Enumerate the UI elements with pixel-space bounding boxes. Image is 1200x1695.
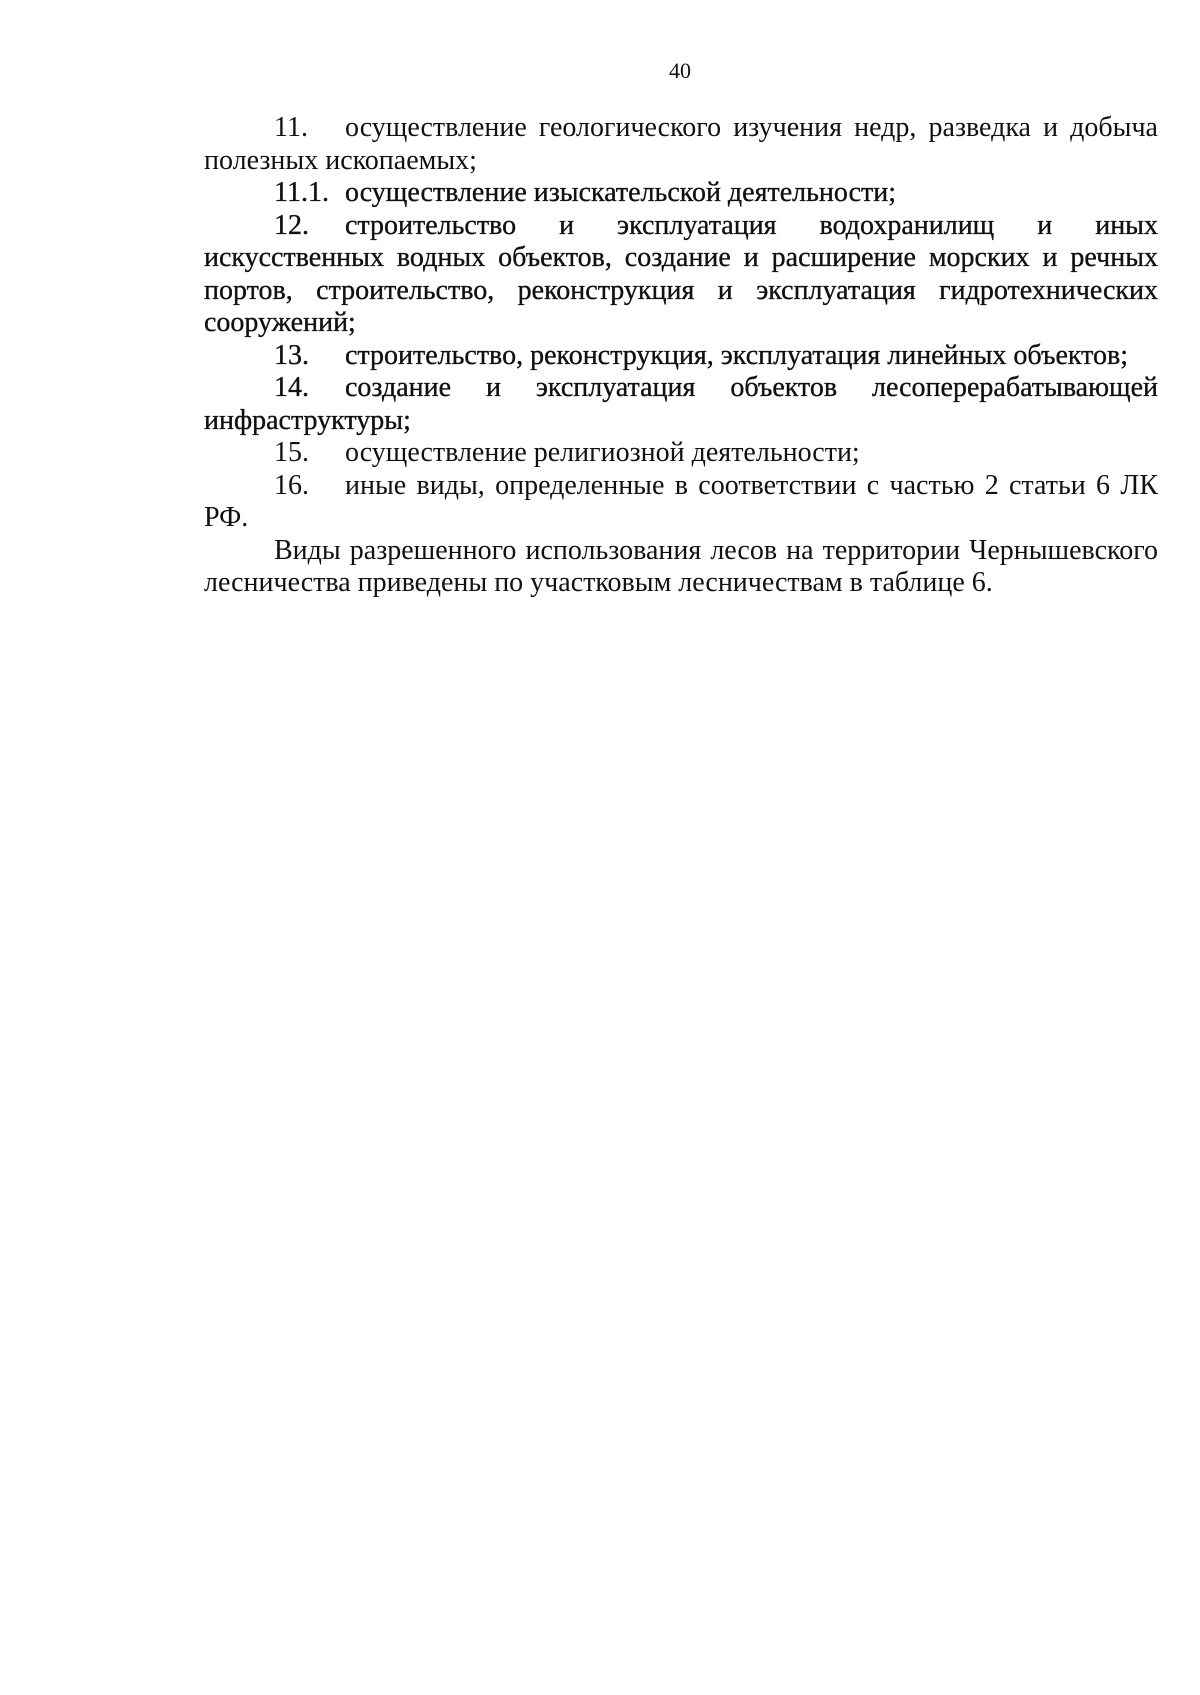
list-item-14 — [204, 372, 1158, 437]
list-item-text: иные виды, определенные в соответствии с частью 2 статьи 6 ЛК РФ. — [204, 469, 1158, 533]
list-item-16 — [204, 470, 1158, 535]
list-item-text: создание и эксплуатация объектов лесоперерабатывающей инфраструктуры; — [204, 372, 1158, 436]
document-body — [204, 112, 1158, 600]
page-number: 40 — [669, 58, 691, 83]
list-item-11 — [204, 112, 1158, 177]
list-item-number: 14. — [274, 372, 309, 403]
list-item-text: строительство, реконструкция, эксплуатация линейных объектов; — [345, 339, 1128, 371]
list-item-text: осуществление изыскательской деятельности; — [345, 177, 896, 208]
closing-paragraph: Виды разрешенного использования лесов на территории Чернышевского лесничества приведены по участковым лесничествам в таблице 6. — [204, 534, 1158, 598]
list-item-13 — [204, 340, 1158, 373]
list-item-11-1 — [204, 177, 1158, 210]
list-item-text: осуществление религиозной деятельности; — [345, 437, 860, 468]
list-item-number: 13. — [274, 339, 309, 371]
list-item-number: 15. — [274, 437, 309, 468]
list-item-text: строительство и эксплуатация водохранилищ и иных искусственных водных объектов, создание и расширение морских и речных портов, строительство, реконструкция и эксплуатация гидротехнических сооружений; — [204, 209, 1158, 338]
list-item-number: 12. — [274, 209, 309, 241]
list-item-text: осуществление геологического изучения недр, разведка и добыча полезных ископаемых; — [204, 112, 1158, 176]
list-item-12 — [204, 210, 1158, 340]
list-item-number: 11. — [274, 112, 308, 143]
list-item-number: 11.1. — [274, 177, 329, 208]
list-item-number: 16. — [274, 469, 309, 501]
list-item-15 — [204, 437, 1158, 470]
